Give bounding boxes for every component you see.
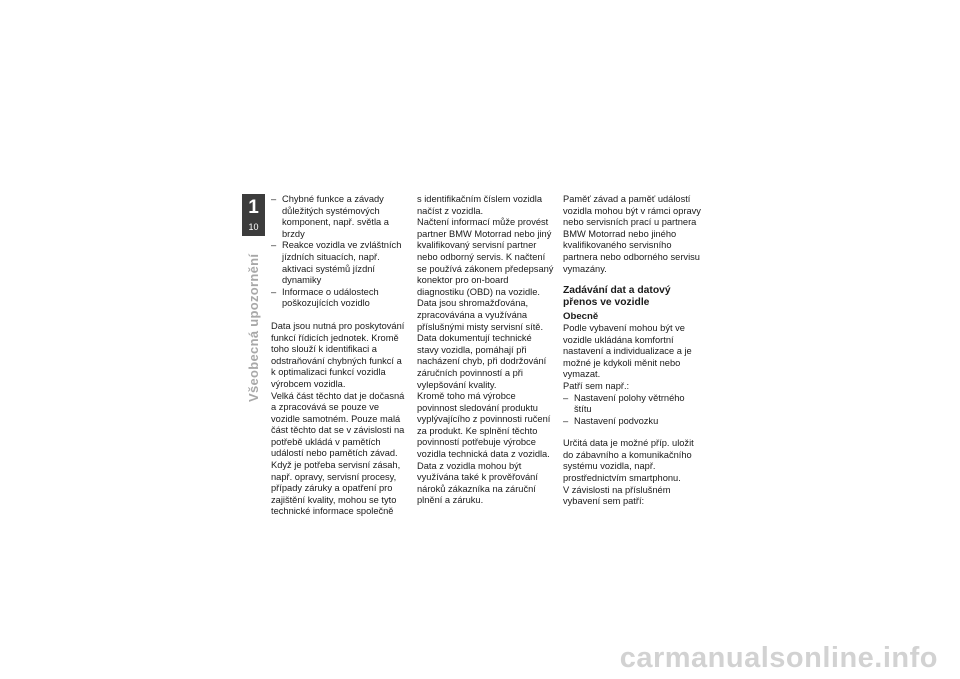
text-column-1 [271,194,408,518]
paragraph: Data jsou shromažďována, zpracovávána a využívána příslušnými misty servisní sítě. Data dokumentují technické stavy vozidla, pomáhají při nacházení chyb, při dodržování záručních povinností a při vylepšování kvality. [417,298,547,390]
bullet-item: – Informace o událostech poškozujících vozidlo [271,287,408,310]
text-column-2 [417,194,554,507]
bullet-item: – Reakce vozidla ve zvláštních jízdních situacích, např. aktivaci systémů jízdní dynamiky [271,240,408,286]
subsection-heading: Obecně [563,311,599,323]
paragraph: Načtení informací může provést partner BMW Motorrad nebo jiný kvalifikovaný servisní partner nebo odborný servis. K načtení se používá zákonem předepsaný konektor pro on-board diagnostiku (OBD) na vozidle. [417,217,554,297]
page-number: 10 [248,222,259,232]
paragraph: Paměť závad a paměť událostí vozidla mohou být v rámci opravy nebo servisních prací u partnera BMW Motorrad nebo jiného kvalifikovaného servisního partnera nebo odborného servisu vymazány. [563,194,701,274]
paragraph: Patří sem např.: [563,380,630,391]
section-heading: Zadávání dat a datový přenos ve vozidle [563,285,671,308]
chapter-number: 1 [248,197,259,218]
chapter-side-title: Všeobecná upozornění [246,253,261,402]
paragraph: Když je potřeba servisní zásah, např. opravy, servisní procesy, případy záruky a opatření pro zajištění kvality, mohou se tyto technické informace společně [271,460,401,517]
paragraph: V závislosti na příslušném vybavení sem patří: [563,484,671,507]
bullet-item: – Chybné funkce a závady důležitých systémových komponent, např. světla a brzdy [271,194,408,240]
paragraph: Data jsou nutná pro poskytování funkcí řídicích jednotek. Kromě toho slouží k identifikaci a odstraňování chybných funkcí a k optimalizaci funkcí vozidla výrobcem vozidla. [271,320,405,389]
bullet-item: – Nastavení polohy větrného štítu [563,393,701,416]
watermark: carmanualsonline.info [619,642,938,674]
paragraph: Velká část těchto dat je dočasná a zpracovává se pouze ve vozidle samotném. Pouze malá část těchto dat se v závislosti na potřebě ukládá v pamětích událostí nebo pamětích závad. [271,390,405,459]
paragraph: Kromě toho má výrobce povinnost sledování produktu vyplývajícího z povinnosti ručení za produkt. Ke splnění těchto povinností potřebuje výrobce vozidla technická data z vozidla. Data z vozidla mohou být využívána také k prověřování nároků zákazníka na záruční plnění a záruku. [417,391,551,506]
paragraph: Podle vybavení mohou být ve vozidle ukládána komfortní nastavení a individualizace a je možné je kdykoli měnit nebo vymazat. [563,322,692,380]
paragraph: Určitá data je možné příp. uložit do zábavního a komunikačního systému vozidla, např. prostřednictvím smartphonu. [563,438,694,484]
bullet-item: – Nastavení podvozku [563,416,701,428]
chapter-tab [242,194,265,236]
text-column-3 [563,194,701,508]
paragraph: s identifikačním číslem vozidla načíst z vozidla. [417,194,543,216]
